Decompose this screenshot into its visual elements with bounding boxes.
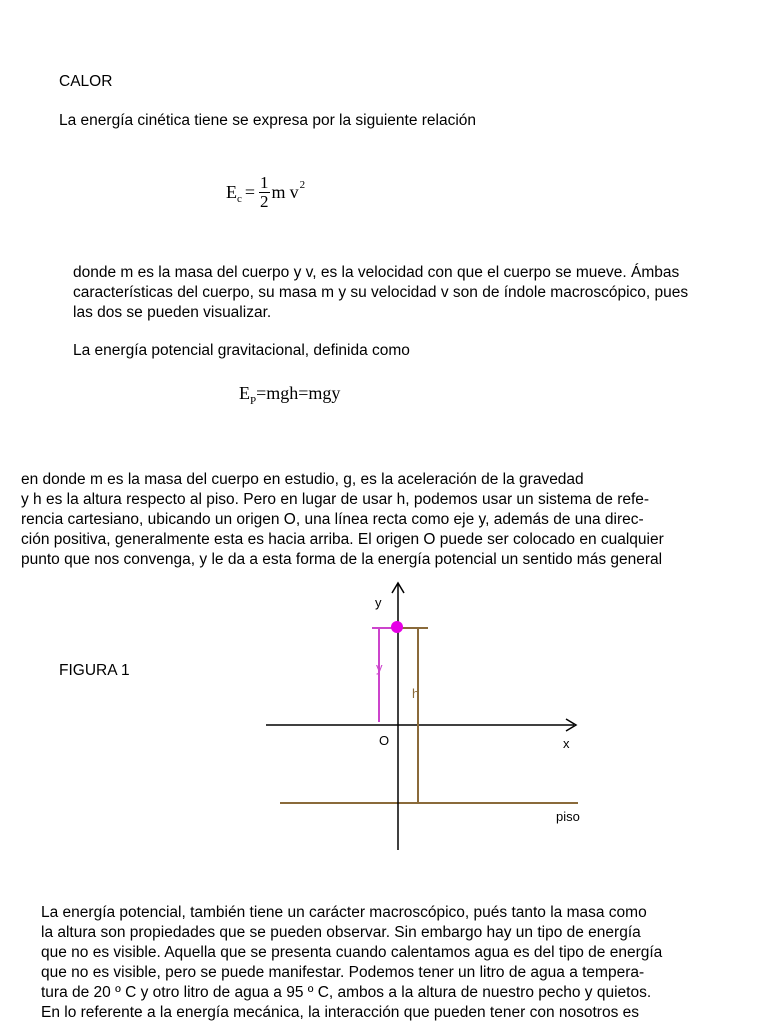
formula-symbol: E xyxy=(226,182,237,202)
formula-subscript: P xyxy=(250,395,257,407)
figure-svg xyxy=(260,580,590,855)
formula-exponent: 2 xyxy=(299,178,306,191)
intro-paragraph: La energía cinética tiene se expresa por la siguiente relación xyxy=(59,112,477,129)
paragraph-line: en donde m es la masa del cuerpo en estudio, g, es la aceleración de la gravedad xyxy=(21,471,584,488)
potential-energy-formula xyxy=(239,383,341,407)
paragraph-line: punto que nos convenga, y le da a esta forma de la energía potencial un sentido más general xyxy=(21,551,663,568)
formula-symbol: E xyxy=(239,383,250,403)
closing-paragraph xyxy=(41,903,751,1023)
paragraph-line: las dos se pueden visualizar. xyxy=(73,304,272,321)
document-title: CALOR xyxy=(59,73,113,90)
paragraph-line: que no es visible. Aquella que se presenta cuando calentamos agua es del tipo de energía xyxy=(41,944,663,961)
potential-intro-paragraph: La energía potencial gravitacional, definida como xyxy=(73,342,410,359)
paragraph-line: y h es la altura respecto al piso. Pero en lugar de usar h, podemos usar un sistema de refe- xyxy=(21,491,650,508)
cartesian-paragraph xyxy=(21,470,761,570)
y-axis-label: y xyxy=(375,595,382,610)
paragraph-line: donde m es la masa del cuerpo y v, es la velocidad con que el cuerpo se mueve. Ámbas xyxy=(73,264,680,281)
paragraph-line: características del cuerpo, su masa m y su velocidad v son de índole macroscópico, pues xyxy=(73,284,689,301)
coordinate-figure xyxy=(260,580,590,855)
paragraph-line: La energía potencial, también tiene un carácter macroscópico, pués tanto la masa como xyxy=(41,904,647,921)
floor-label: piso xyxy=(556,809,580,824)
paragraph-line: En lo referente a la energía mecánica, la interacción que pueden tener con nosotros es xyxy=(41,1004,639,1021)
y-measure-label: y xyxy=(376,660,383,675)
paragraph-line: que no es visible, pero se puede manifestar. Podemos tener un litro de agua a tempera- xyxy=(41,964,645,981)
formula-equals: = xyxy=(244,182,256,202)
kinetic-paragraph xyxy=(73,263,768,323)
origin-label: O xyxy=(379,733,390,748)
paragraph-line: ción positiva, generalmente esta es hacia arriba. El origen O puede ser colocado en cualquier xyxy=(21,531,664,548)
kinetic-energy-formula xyxy=(226,174,305,211)
fraction-denominator: 2 xyxy=(260,192,269,211)
paragraph-line: tura de 20 º C y otro litro de agua a 95 º C, ambos a la altura de nuestro pecho y quietos. xyxy=(41,984,652,1001)
fraction-numerator: 1 xyxy=(260,173,269,192)
figure-caption: FIGURA 1 xyxy=(59,662,130,679)
formula-velocity: v xyxy=(289,182,299,202)
x-axis-label: x xyxy=(563,736,570,751)
body-point xyxy=(391,621,403,633)
formula-fraction xyxy=(259,174,270,211)
paragraph-line: rencia cartesiano, ubicando un origen O, una línea recta como eje y, además de una direc- xyxy=(21,511,644,528)
formula-expression: =mgh=mgy xyxy=(256,383,341,403)
formula-subscript: c xyxy=(237,192,242,205)
formula-mass: m xyxy=(271,182,286,202)
paragraph-line: la altura son propiedades que se pueden observar. Sin embargo hay un tipo de energía xyxy=(41,924,641,941)
h-measure-label: h xyxy=(412,686,420,701)
